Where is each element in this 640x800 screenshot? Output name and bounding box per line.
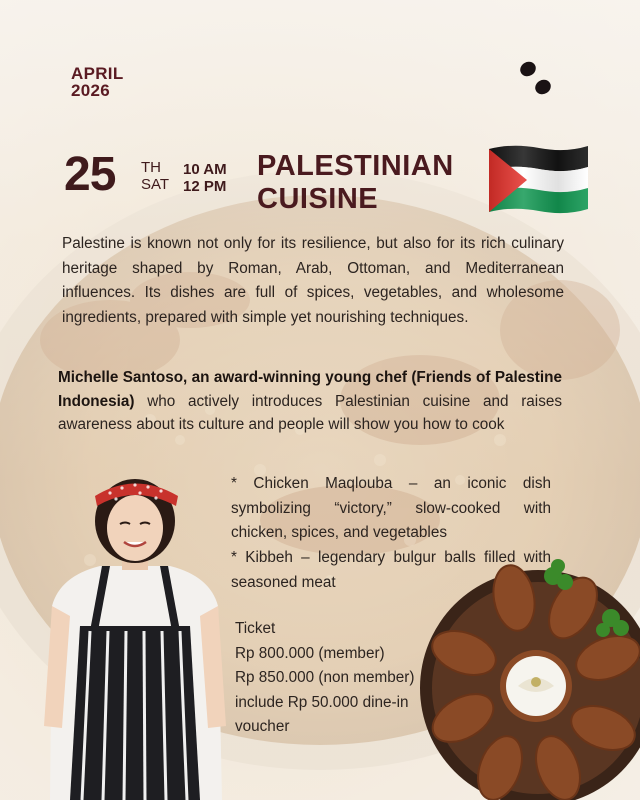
title-line-1: PALESTINIAN (257, 150, 454, 182)
year-label: 2026 (71, 81, 111, 100)
logo-icon (516, 57, 556, 99)
ticket-member-price: Rp 800.000 (member) (235, 644, 385, 662)
chef-description (58, 366, 562, 437)
ticket-info (235, 617, 414, 740)
dish-item-maqlouba: * Chicken Maqlouba – an iconic dish symbolizing “victory,” slow-cooked with chicken, spices, and vegetables (231, 475, 551, 541)
ticket-voucher-line-2: voucher (235, 718, 290, 735)
ticket-non-member-price: Rp 850.000 (non member) (235, 669, 415, 686)
dish-item-kibbeh: * Kibbeh – legendary bulgur balls filled with seasoned meat (231, 549, 551, 591)
ticket-label: Ticket (235, 620, 276, 637)
event-day: 25 (64, 148, 116, 201)
event-start-time: 10 AM (183, 161, 227, 178)
month-label: APRIL (71, 64, 124, 83)
day-ordinal: TH (141, 159, 161, 176)
event-weekday: SAT (141, 176, 170, 193)
title-line-2: CUISINE (257, 183, 379, 215)
palestine-flag-icon (487, 143, 590, 214)
event-month-year (71, 65, 124, 99)
kibbeh-plate-photo (418, 558, 640, 800)
event-end-time: 12 PM (183, 178, 227, 195)
intro-paragraph: Palestine is known not only for its resilience, but also for its rich culinary heritage shaped by Roman, Arab, Ottoman, and Mediterranean influences. Its dishes are full of spices, vegetables, and wholesome ingredients, prepared with simple yet nourishing techniques. (62, 235, 564, 326)
chef-name: Michelle Santoso, an award-winning young chef (Friends of Palestine Indonesia) (58, 369, 562, 410)
chef-bio: who actively introduces Palestinian cuisine and raises awareness about its culture and people will show you how to cook (58, 392, 562, 433)
ticket-voucher-line-1: include Rp 50.000 dine-in (235, 693, 409, 711)
chef-photo (40, 466, 230, 800)
event-title (257, 150, 454, 216)
